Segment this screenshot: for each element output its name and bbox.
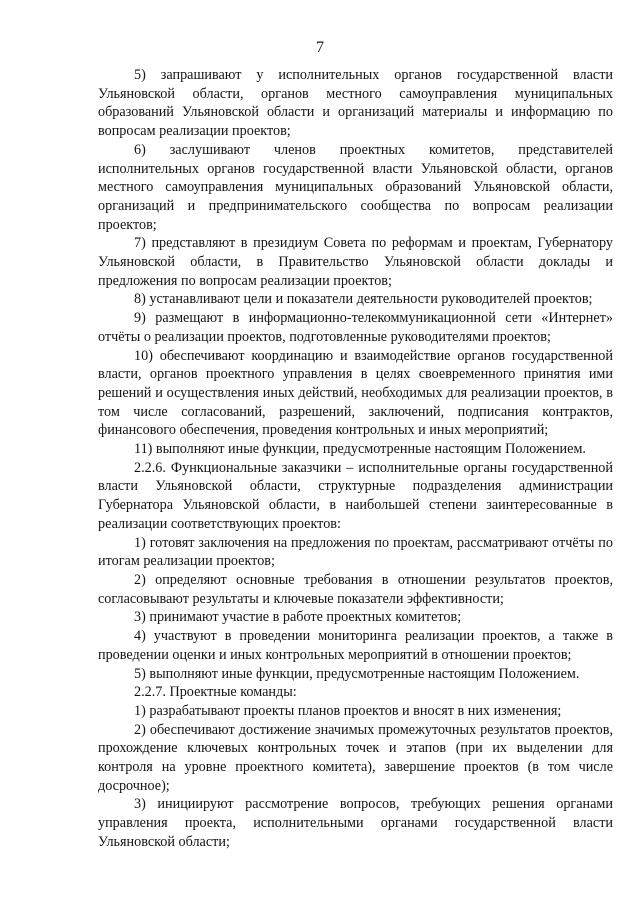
paragraph-section-2-2-7: 2.2.7. Проектные команды: (134, 684, 297, 701)
paragraph-item-8-set-goals: 8) устанавливают цели и показатели деятельности руководителей проектов; (134, 291, 593, 308)
paragraph-item-5-other-functions: 5) выполняют иные функции, предусмотренные настоящим Положением. (134, 665, 580, 682)
paragraph-item-6-hear-members: 6) заслушивают членов проектных комитетов, представителей исполнительных органов государственной власти Ульяновской области, органов местного самоуправления муниципальных образований Ульяновской области, организаций и предпринимательского сообщества по вопросам реализации проектов; (98, 141, 613, 233)
paragraph-item-4-monitoring: 4) участвуют в проведении мониторинга реализации проектов, а также в проведении оценки и иных контрольных мероприятий в отношении проектов; (98, 628, 613, 663)
paragraph-item-3-participate: 3) принимают участие в работе проектных комитетов; (134, 609, 462, 626)
paragraph-item-9-publish-reports: 9) размещают в информационно-телекоммуникационной сети «Интернет» отчёты о реализации проектов, подготовленные руководителями проектов; (98, 310, 613, 345)
paragraph-item-11-other-functions: 11) выполняют иные функции, предусмотренные настоящим Положением. (134, 441, 586, 458)
paragraph-item-1-develop-plans: 1) разрабатывают проекты планов проектов и вносят в них изменения; (134, 702, 562, 719)
paragraph-item-10-coordination: 10) обеспечивают координацию и взаимодействие органов государственной власти, органов проектного управления в целях своевременного принятия ими решений и осуществления иных действий, необходимых для реализации проектов, в том числе согласований, разрешений, заключений, подписания контрактов, финансового обеспечения, проведения контрольных и иных мероприятий; (98, 347, 613, 439)
paragraph-item-3-initiate-review: 3) инициируют рассмотрение вопросов, требующих решения органами управления проекта, исполнительными органами государственной власти Ульяновской области; (98, 796, 613, 850)
document-body (98, 66, 613, 852)
page-number: 7 (316, 39, 324, 56)
paragraph-item-1-conclusions: 1) готовят заключения на предложения по проектам, рассматривают отчёты по итогам реализации проектов; (98, 534, 613, 570)
paragraph-item-5-request-materials: 5) запрашивают у исполнительных органов государственной власти Ульяновской области, органов местного самоуправления муниципальных образований Ульяновской области и организаций материалы и информацию по вопросам реализации проектов; (98, 67, 613, 140)
paragraph-item-2-ensure-results: 2) обеспечивают достижение значимых промежуточных результатов проектов, прохождение ключевых контрольных точек и этапов (при их выделении для контроля на уровне проектного комитета), завершение проектов (в том числе досрочное); (98, 721, 613, 794)
paragraph-section-2-2-6: 2.2.6. Функциональные заказчики – исполнительные органы государственной власти Ульяновской области, структурные подразделения администрации Губернатора Ульяновской области, в наибольшей степени заинтересованные в реализации соответствующих проектов: (98, 459, 613, 532)
paragraph-item-2-requirements: 2) определяют основные требования в отношении результатов проектов, согласовывают результаты и ключевые показатели эффективности; (98, 571, 613, 607)
paragraph-item-7-present-reports: 7) представляют в президиум Совета по реформам и проектам, Губернатору Ульяновской области, в Правительство Ульяновской области доклады и предложения по вопросам реализации проектов; (98, 235, 613, 289)
